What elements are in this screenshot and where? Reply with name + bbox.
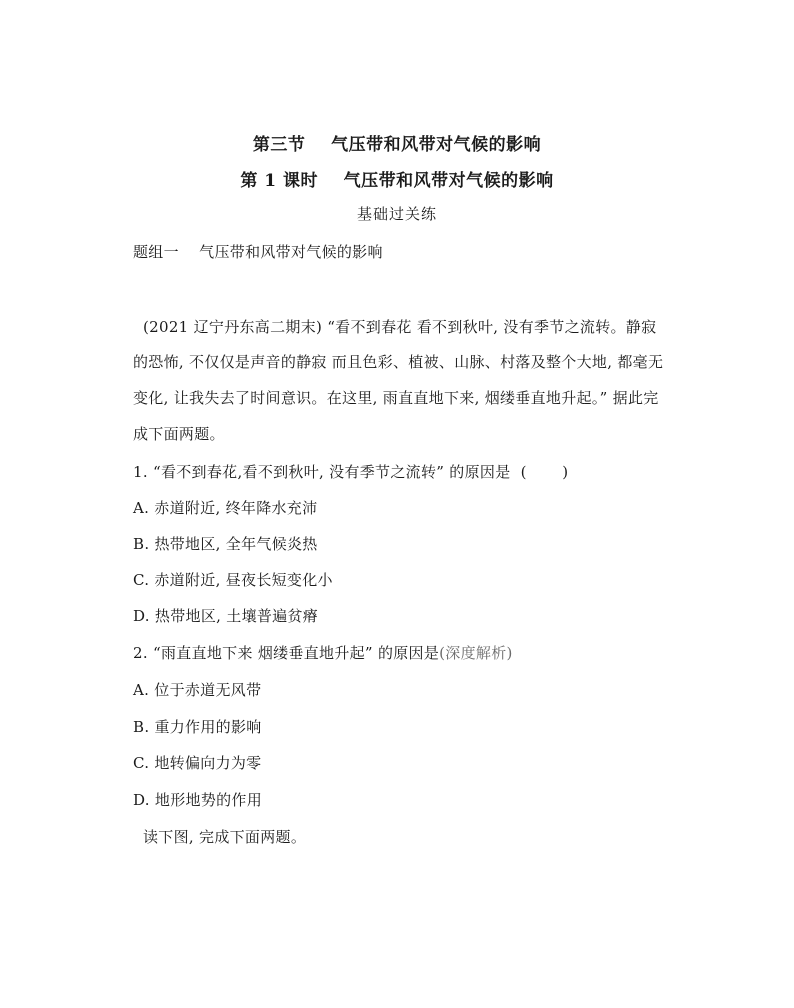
lesson-title: 第 1 课时 气压带和风带对气候的影响 xyxy=(240,171,554,191)
next-instruction: 读下图, 完成下面两题。 xyxy=(143,828,307,846)
passage-line: 成下面两题。 xyxy=(133,425,225,443)
question-1-option-b: B. 热带地区, 全年气候炎热 xyxy=(133,535,318,553)
question-2-analysis-note: (深度解析) xyxy=(439,644,513,662)
question-2-option-b: B. 重力作用的影响 xyxy=(133,718,262,736)
question-2-stem-row xyxy=(133,642,513,663)
question-1-option-c: C. 赤道附近, 昼夜长短变化小 xyxy=(133,571,333,589)
question-2-option-c: C. 地转偏向力为零 xyxy=(133,754,262,772)
passage-line: 的恐怖, 不仅仅是声音的静寂 而且色彩、植被、山脉、村落及整个大地, 都毫无 xyxy=(133,353,664,371)
question-group-label: 题组一 气压带和风带对气候的影响 xyxy=(133,243,383,261)
section-title: 第三节 气压带和风带对气候的影响 xyxy=(252,135,542,155)
question-1-option-d: D. 热带地区, 土壤普遍贫瘠 xyxy=(133,607,319,625)
passage-line: (2021 辽宁丹东高二期末) “看不到春花 看不到秋叶, 没有季节之流转。静寂 xyxy=(143,318,657,336)
exercise-type-label: 基础过关练 xyxy=(356,205,437,223)
question-1-option-a: A. 赤道附近, 终年降水充沛 xyxy=(133,499,318,517)
question-2-option-a: A. 位于赤道无风带 xyxy=(133,681,262,699)
question-2-stem: 2. “雨直直地下来 烟缕垂直地升起” 的原因是 xyxy=(133,644,440,662)
question-1-stem: 1. “看不到春花,看不到秋叶, 没有季节之流转” 的原因是 ( ) xyxy=(133,463,569,481)
passage-line: 变化, 让我失去了时间意识。在这里, 雨直直地下来, 烟缕垂直地升起。” 据此完 xyxy=(133,389,659,407)
question-2-option-d: D. 地形地势的作用 xyxy=(133,791,263,809)
